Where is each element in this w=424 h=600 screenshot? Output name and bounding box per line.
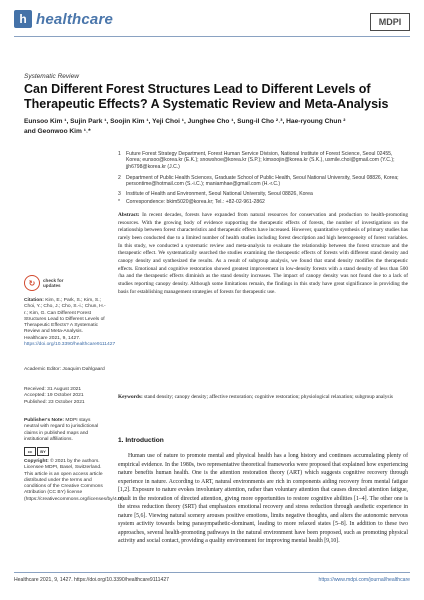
healthcare-logo-icon: h (14, 10, 32, 28)
introduction-paragraph: Human use of nature to promote mental and physical health has a long history and continues accumulating plenty of empirical evidence. In the 1980s, two representative theoretical frameworks were proposed that explained how experiencing nature benefits human health. One is the attention restoration theory (ART) which suggests cognitive recovery through experience in nature. According to ART, natural environments are rich in components aiding recovery from mental fatigue [1,2]. Exposure to nature evokes involuntary attention, rather than voluntary attention that causes directed attention fatigue, result in the restoration of directed attention, giving more opportunities to restore cognitive abilities [1–4]. The other one is the stress reduction theory (SRT) that emphasizes emotional recovery and stress reduction through aesthetic experience in nature [5,6]. Viewing natural scenery arouses positive emotions, limits negative thoughts, and alters the autonomic nervous system activity towards being parasympathetic-dominant, leading to more relaxed states [5–8]. In addition to these two approaches, several health-promoting pathways in the natural environment have been proposed, such as promoting physical activity and social contact, providing a quality environment for improving mental health [9,10]. (118, 453, 408, 545)
publisher-note-label: Publisher's Note: (24, 418, 65, 423)
journal-name: healthcare (36, 10, 114, 28)
keywords-label: Keywords: (118, 394, 143, 400)
academic-editor: Academic Editor: Joaquim Dahlgaard (24, 367, 105, 372)
published-date: Published: 23 October 2021 (24, 399, 85, 405)
check-for-updates-button[interactable]: ↻ check for updates (24, 275, 63, 291)
affiliation-2: 2 Department of Public Health Sciences, Graduate School of Public Health, Seoul National University, Seoul 08826, Korea; persontime@hotmail.com (S.-i.C.); maniamhae@gmail.com (H.-r.C.) (118, 175, 399, 188)
journal-header (14, 8, 410, 34)
authors-line-2: and Geonwoo Kim ¹˒* (24, 128, 91, 135)
section-heading-introduction: 1. Introduction (118, 437, 164, 444)
citation-doi-link[interactable]: https://doi.org/10.3390/healthcare9111427 (24, 342, 116, 348)
author-list (24, 117, 404, 137)
correspondence: * Correspondence: bkim5020@korea.kr; Tel.: +82-02-961-2862 (118, 199, 265, 205)
authors-line-1: Eunsoo Kim ¹, Sujin Park ¹, Soojin Kim ¹, Yeji Choi ¹, Junghee Cho ¹, Sung-il Cho ²˒³, Hae-ryoung Chun ² (24, 118, 346, 125)
publication-dates (24, 387, 106, 406)
affiliation-1: 1 Future Forest Strategy Department, Forest Human Service Division, National Institute of Forest Science, Seoul 02455, Korea; eunsoo@korea.kr (E.K.); snowshoe@korea.kr (S.P.); kimsoojin@korea.kr (S.K.), usmile.choi@gmail.com (Y.C.); jjh6798@korea.kr (J.C.) (118, 151, 395, 170)
accepted-date: Accepted: 19 October 2021 (24, 393, 84, 399)
citation-journal: Healthcare 2021, 9, 1427. (24, 335, 81, 341)
abstract (118, 212, 408, 296)
mdpi-logo[interactable]: MDPI (370, 13, 410, 31)
citation-text: Kim, E.; Park, S.; Kim, S.; Choi, Y.; Cho, J.; Cho, S.-i.; Chun, H.-r.; Kim, G. Can Different Forest Structures Lead to Different Levels of Therapeutic Effects? A Systematic Review and Meta-Analysis. (24, 298, 106, 335)
footer-divider (14, 572, 410, 573)
article-title: Can Different Forest Structures Lead to Different Levels of Therapeutic Effects? A Systematic Review and Meta-Analysis (24, 82, 389, 111)
footer-citation: Healthcare 2021, 9, 1427. https://doi.org/10.3390/healthcare9111427 (14, 577, 170, 583)
keywords (118, 394, 408, 402)
citation-block (24, 298, 116, 348)
check-updates-icon: ↻ (24, 275, 40, 291)
copyright-text: © 2021 by the authors. Licensee MDPI, Basel, Switzerland. This article is an open access article distributed under the terms and conditions of the Creative Commons Attribution (CC BY) license (https://creativecommons.org/licenses/by/4.0/). (24, 459, 126, 502)
publisher-note-text: MDPI stays neutral with regard to jurisdictional claims in published maps and institutional affiliations. (24, 418, 99, 442)
journal-logo[interactable] (14, 10, 113, 28)
abstract-label: Abstract: (118, 212, 140, 218)
copyright-label: Copyright: (24, 459, 49, 464)
citation-label: Citation: (24, 298, 44, 303)
article-type: Systematic Review (24, 73, 79, 80)
received-date: Received: 31 August 2021 (24, 387, 82, 392)
footer-journal-link[interactable]: https://www.mdpi.com/journal/healthcare (318, 577, 410, 583)
cc-by-license-icon[interactable]: cc BY (24, 447, 106, 456)
keywords-text: stand density; canopy density; affective restoration; cognitive restoration; physiological relaxation; subgroup analysis (144, 394, 393, 400)
publisher-note (24, 418, 106, 443)
abstract-text: In recent decades, forests have expanded from natural resources for conservation and production to health-promoting resources. With the growing body of evidence supporting the therapeutic effects of forests, the number of investigations on the relationship between forest characteristics and therapeutic effects have increased. However, quantitative synthesis of primary studies has rarely been conducted due to a limited number of health studies including forest description and high heterogeneity of forest variables. In this study, we conducted a systematic review and meta-analysis to evaluate the relationship between the forest structure and the therapeutic effect. We systematically searched the studies examining the therapeutic effects of forests with different stand density and canopy density and synthesized the results. As a result of subgroup analysis, we found that stand density modifies the therapeutic effects. Emotional and cognitive restoration showed greatest improvement in low-density forests with a stand density of less than 500 /ha and the therapeutic effects diminish as the stand density increases. The impact of canopy density was not found due to a lack of studies reporting canopy density. Although some limitations remain, the findings in this study have great significance in providing the basis for establishing management strategies of forests for therapeutic use. (118, 212, 408, 295)
affiliation-3: 3 Institute of Health and Environment, Seoul National University, Seoul 08826, Korea (118, 191, 313, 197)
copyright-block (24, 447, 126, 503)
header-divider (14, 36, 410, 37)
